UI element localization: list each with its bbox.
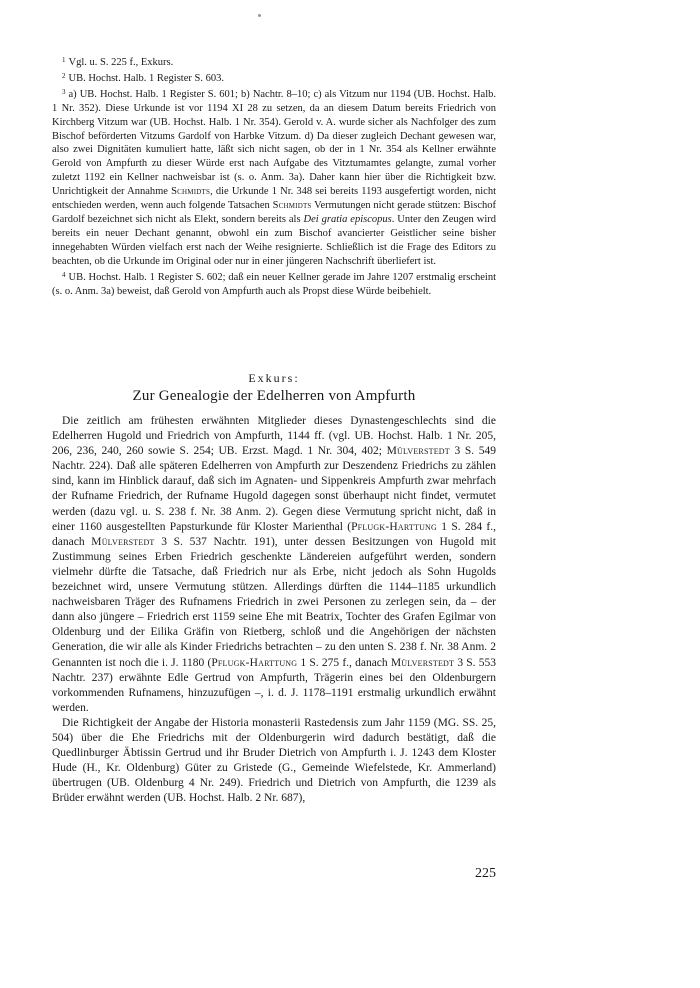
author-name: Mülverstedt <box>386 445 450 458</box>
author-name: Pflugk-Harttung <box>211 656 298 669</box>
paragraph-text: 1 S. 275 f., danach <box>297 656 388 669</box>
footnotes <box>52 54 496 298</box>
footnote-mark: 4 <box>62 270 66 279</box>
paragraph-text: 3 S. 537 Nachtr. 191), unter dessen Besitzungen von Hugold mit Zustimmung seines Erben Friedrich geschenkte Ländereien aufgeführt werden, sondern vielmehr dürfte die Tatsache, daß Friedrich nur als Erbe, nicht jedoch als Sohn Hugolds bezeichnet wird, unsere Vermutung stützen. Allerdings dürften die 1144–1185 urkundlich nachweisbaren Träger des Rufnamens Friedrich in zwei Personen zu zerlegen sein, da – der dann also jüngere – Friedrich erst 1159 seine Ehe mit Beatrix, Tochter des Grafen Egilmar von Oldenburg und der Eilika Gräfin von Rietberg, schloß und die Angehörigen der nächsten Generation, die wir alle als Kinder Friedrichs betrachten – zu den unten S. 238 f. Nr. 38 Anm. 2 Genannten ist noch die i. J. 1180 ( <box>52 535 496 669</box>
footnote-3 <box>52 86 496 269</box>
footnote-mark: 2 <box>62 71 66 80</box>
footnote-2 <box>52 70 496 86</box>
footnote-text: Vgl. u. S. 225 f., Exkurs. <box>68 57 174 68</box>
paragraph <box>52 414 496 716</box>
footnote-text: , die Urkunde 1 Nr. 348 sei bereits 1193 ausgefertigt worden, nicht entschieden werden, wenn auch folgende Tatsachen <box>52 186 496 212</box>
footnote-text: . Unter den Zeugen wird bereits ein neuer Dechant genannt, obwohl ein zum Bischof avancierter Geistlicher seine bisher innegehabten Würden vielfach erst nach der Weihe resignierte. Schließlich ist die Frage des Editors zu beachten, ob die Urkunde im Original oder nur in einer jüngeren Nachschrift überliefert ist. <box>52 213 496 267</box>
author-name: Schmidts <box>171 186 211 198</box>
paragraph-text: 3 S. 549 Nachtr. 224). Daß alle späteren Edelherren von Ampfurth zur Deszendenz Friedrichs zu zählen sind, kann im Hinblick darauf, daß sich im Agnaten- und Sippenkreis Ampfurth zwar mehrfach der Rufname Friedrich, der Rufname Hugold dagegen sonst überhaupt nicht findet, vermutet werden (dazu vgl. u. S. 238 f. Nr. 38 Anm. 2). Gegen diese Vermutung spricht nicht, daß in einer 1160 ausgestellten Papsturkunde für Kloster Marienthal ( <box>52 445 496 533</box>
paragraph: Die Richtigkeit der Angabe der Historia monasterii Rastedensis zum Jahr 1159 (MG. SS. 25, 504) über die Ehe Friedrichs mit der Oldenburgerin wird dadurch bestätigt, daß die Quedlinburger Äbtissin Gertrud und ihr Bruder Dietrich von Ampfurth i. J. 1243 dem Kloster Hude (H., Kr. Oldenburg) Güter zu Gristede (G., Gemeinde Wiefelstede, Kr. Ammerland) übertrugen (UB. Oldenburg 4 Nr. 249). Friedrich und Dietrich von Ampfurth, die 1239 als Brüder erwähnt werden (UB. Hochst. Halb. 2 Nr. 687), <box>52 716 496 805</box>
page-number: 225 <box>475 866 496 881</box>
paragraph-text: Die zeitlich am frühesten erwähnten Mitglieder dieses Dynastengeschlechts sind die Edelherren Hugold und Friedrich von Ampfurth, 1144 ff. (vgl. UB. Hochst. Halb. 1 Nr. 205, 206, 236, 240, 260 sowie S. 254; UB. Erzst. Magd. 1 Nr. 304, 402; <box>52 415 496 458</box>
footnote-text: a) UB. Hochst. Halb. 1 Register S. 601; b) Nachtr. 8–10; c) als Vitzum nur 1194 (UB. Hochst. Halb. 1 Nr. 352). Diese Urkunde ist vor 1194 XI 28 zu setzen, da an diesem Datum bereits Friedrich von Kirchberg Vitzum war (UB. Hochst. Halb. 1 Nr. 354). Gerold v. A. wurde sicher als Nachfolger des zum Bischof beförderten Vitzums Gardolf von Harbke Vitzum. d) Da dieser zugleich Dechant gewesen war, also zwei Dignitäten kumuliert hatte, läßt sich nicht sagen, ob der in 1 Nr. 354 als Kellner erwähnte Gerold von Ampfurth zu dieser Würde erst nach Aufgabe des Vitztumamtes gelangte, zumal vorher zuletzt 1192 ein Kellner nachweisbar ist (s. o. Anm. 3a). Daher kann hier über die Richtigkeit bzw. Unrichtigkeit der Annahme <box>52 88 496 198</box>
latin-phrase: Dei gratia episcopus <box>303 213 392 225</box>
footnote-text: UB. Hochst. Halb. 1 Register S. 603. <box>68 72 224 84</box>
paragraph-text: 3 S. 553 Nachtr. 237) erwähnte Edle Gertrud von Ampfurth, Trägerin eines bei den Oldenburgern vorkommenden Rufnamens, hinzuzufügen –, i. d. J. 1178–1191 erstmalig urkundlich erwähnt werden. <box>52 656 496 714</box>
author-name: Schmidts <box>272 200 312 212</box>
excursus-title: Zur Genealogie der Edelherren von Ampfurth <box>132 388 416 404</box>
footnote-mark: 3 <box>62 87 66 96</box>
footnote-4 <box>52 269 496 299</box>
paragraph-text: 1 S. 284 f., danach <box>52 520 496 548</box>
footnote-mark: 1 <box>62 56 66 64</box>
page-mark <box>258 14 261 17</box>
author-name: Mülverstedt <box>390 656 455 669</box>
excursus-label: Exkurs: <box>248 371 300 385</box>
footnote-text: Vermutungen nicht gerade stützen: Bischof Gardolf bezeichnet sich nicht als Elekt, sondern bereits als <box>52 200 496 225</box>
body-text <box>52 414 496 806</box>
author-name: Pflugk-Harttung <box>351 520 438 533</box>
footnote-text: UB. Hochst. Halb. 1 Register S. 602; daß ein neuer Kellner gerade im Jahre 1207 erstmalig erscheint (s. o. Anm. 3a) beweist, daß Gerold von Ampfurth auch als Propst diese Würde beibehielt. <box>52 271 496 297</box>
footnote-1 <box>52 54 496 70</box>
author-name: Mülverstedt <box>91 535 155 548</box>
